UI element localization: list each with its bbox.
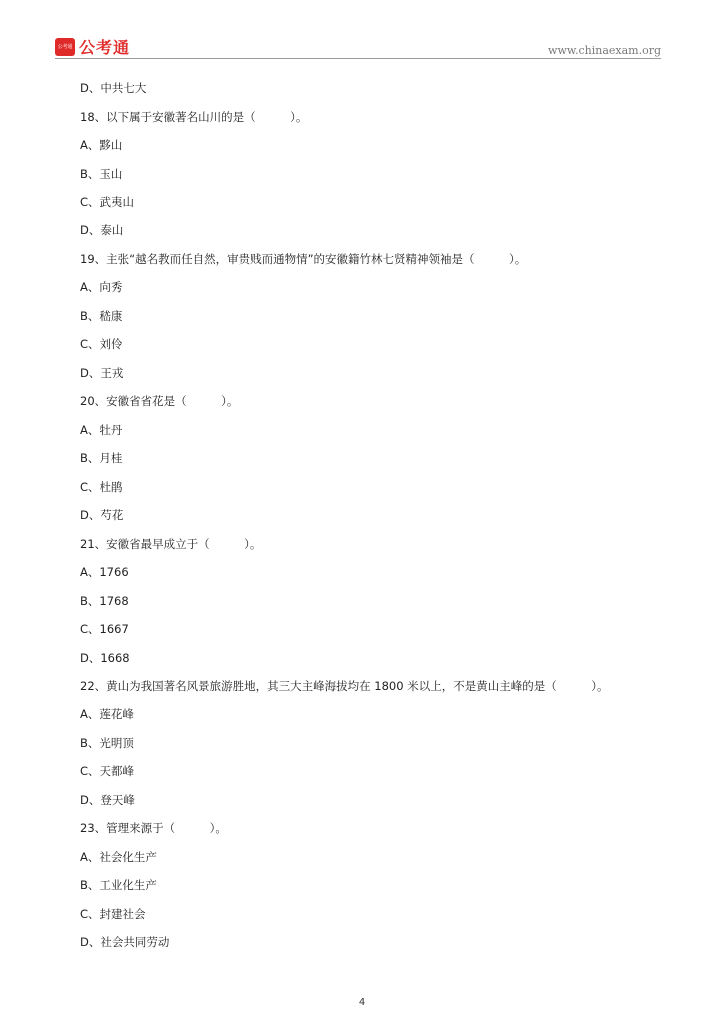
option-line: C、天都峰 [80, 764, 135, 778]
option-line: C、杜鹃 [80, 480, 123, 494]
logo-badge-icon: 公考通 [55, 38, 75, 56]
option-line: B、嵇康 [80, 309, 123, 323]
option-line: B、月桂 [80, 451, 123, 465]
option-line: C、1667 [80, 622, 129, 636]
question-line: 19、主张“越名教而任自然，审贵贱而通物情”的安徽籍竹林七贤精神领袖是（ ）。 [80, 252, 527, 266]
page-header [55, 35, 661, 59]
option-line: D、泰山 [80, 223, 124, 237]
option-line: D、1668 [80, 651, 130, 665]
option-line: A、黟山 [80, 138, 123, 152]
question-line: 21、安徽省最早成立于（ ）。 [80, 537, 262, 551]
question-line: 18、以下属于安徽著名山川的是（ ）。 [80, 110, 308, 124]
option-line: C、武夷山 [80, 195, 135, 209]
site-url: www.chinaexam.org [548, 44, 661, 57]
logo-text: 公考通 [79, 38, 131, 57]
header-divider [55, 58, 661, 59]
option-line: D、社会共同劳动 [80, 935, 170, 949]
option-line: D、中共七大 [80, 81, 147, 95]
option-line: D、芍花 [80, 508, 124, 522]
option-line: A、社会化生产 [80, 850, 157, 864]
option-line: A、莲花峰 [80, 707, 134, 721]
option-line: B、1768 [80, 594, 129, 608]
option-line: C、刘伶 [80, 337, 123, 351]
question-line: 23、管理来源于（ ）。 [80, 821, 227, 835]
question-line: 22、黄山为我国著名风景旅游胜地，其三大主峰海拔均在 1800 米以上，不是黄山主峰的是（ ）。 [80, 679, 609, 693]
option-line: A、1766 [80, 565, 129, 579]
option-line: A、向秀 [80, 280, 123, 294]
page-number: 4 [358, 997, 366, 1008]
option-line: D、登天峰 [80, 793, 135, 807]
option-line: C、封建社会 [80, 907, 146, 921]
option-line: B、光明顶 [80, 736, 134, 750]
logo [55, 35, 130, 58]
question-line: 20、安徽省省花是（ ）。 [80, 394, 239, 408]
option-line: D、王戎 [80, 366, 124, 380]
option-line: A、牡丹 [80, 423, 123, 437]
option-line: B、工业化生产 [80, 878, 157, 892]
option-line: B、玉山 [80, 167, 123, 181]
